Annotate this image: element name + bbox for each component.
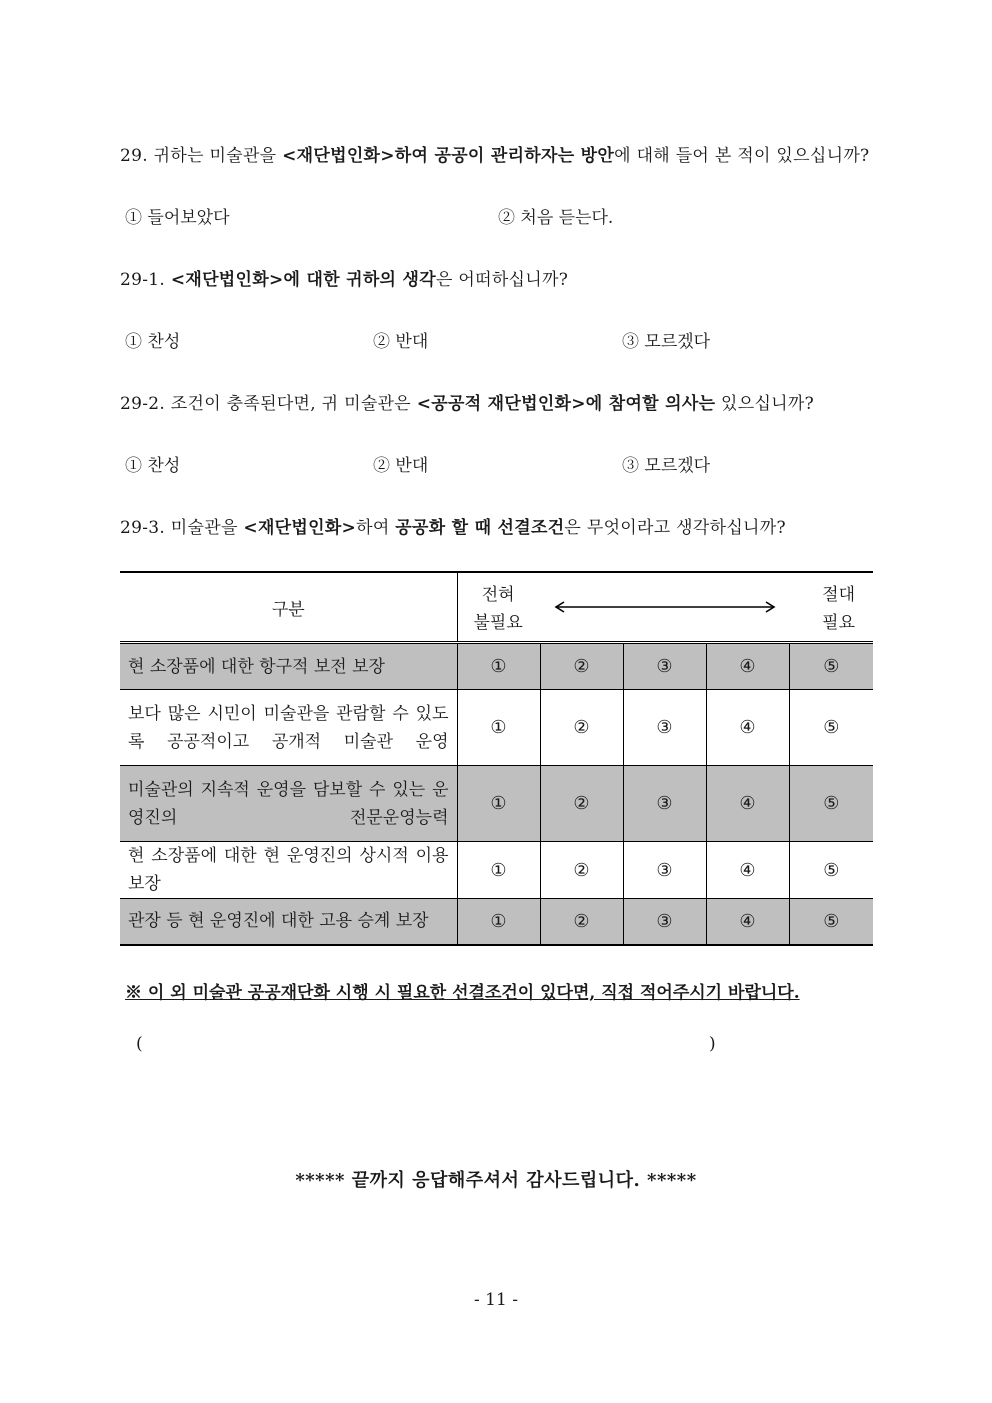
rating-option-3[interactable]: ③ <box>623 842 706 899</box>
row-item-text: 현 소장품에 대한 현 운영진의 상시적 이용 보장 <box>120 842 457 899</box>
page-number: - 11 - <box>474 1290 518 1310</box>
scale-header <box>457 572 873 643</box>
rating-option-4[interactable]: ④ <box>706 643 789 690</box>
rating-option-2[interactable]: ② <box>540 766 623 842</box>
rating-option-4[interactable]: ④ <box>706 690 789 766</box>
rating-option-2[interactable]: ② <box>540 899 623 945</box>
question-29: 29. 귀하는 미술관을 <재단법인화>하여 공공이 관리하자는 방안에 대해 들어 본 적이 있으십니까? <box>120 146 870 166</box>
rating-option-1[interactable]: ① <box>457 643 540 690</box>
scale-low-label: 전혀 불필요 <box>473 585 523 633</box>
additional-conditions-note: ※ 이 외 미술관 공공재단화 시행 시 필요한 선결조건이 있다면, 직접 적어주시기 바랍니다. <box>125 983 800 1003</box>
rating-option-5[interactable]: ⑤ <box>789 690 873 766</box>
question-29-3: 29-3. 미술관을 <재단법인화>하여 공공화 할 때 선결조건은 무엇이라고 생각하십니까? <box>120 518 786 538</box>
rating-option-5[interactable]: ⑤ <box>789 766 873 842</box>
table-row <box>120 690 873 766</box>
rating-option-2[interactable]: ② <box>540 842 623 899</box>
question-29-2: 29-2. 조건이 충족된다면, 귀 미술관은 <공공적 재단법인화>에 참여할 의사는 있으십니까? <box>120 394 815 414</box>
rating-option-3[interactable]: ③ <box>623 643 706 690</box>
scale-high-label: 절대 필요 <box>822 585 856 633</box>
rating-option-5[interactable]: ⑤ <box>789 899 873 945</box>
rating-option-1[interactable]: ① <box>457 766 540 842</box>
q29-2-option-1[interactable]: ① 찬성 <box>125 456 181 476</box>
rating-option-1[interactable]: ① <box>457 842 540 899</box>
rating-option-4[interactable]: ④ <box>706 842 789 899</box>
question-29-1: 29-1. <재단법인화>에 대한 귀하의 생각은 어떠하십니까? <box>120 270 569 290</box>
rating-option-1[interactable]: ① <box>457 690 540 766</box>
table-row <box>120 899 873 945</box>
row-item-text: 미술관의 지속적 운영을 담보할 수 있는 운영진의 전문운영능력 <box>120 766 457 842</box>
rating-table <box>120 571 873 946</box>
q29-option-1[interactable]: ① 들어보았다 <box>125 208 230 228</box>
row-item-text: 보다 많은 시민이 미술관을 관람할 수 있도록 공공적이고 공개적 미술관 운영 <box>120 690 457 766</box>
rating-option-2[interactable]: ② <box>540 690 623 766</box>
table-row <box>120 766 873 842</box>
table-header-row <box>120 572 873 643</box>
q29-option-2[interactable]: ② 처음 듣는다. <box>498 208 614 228</box>
rating-option-4[interactable]: ④ <box>706 766 789 842</box>
table-row <box>120 842 873 899</box>
thank-you-message: ***** 끝까지 응답해주셔서 감사드립니다. ***** <box>295 1170 697 1191</box>
q29-1-option-3[interactable]: ③ 모르겠다 <box>622 332 711 352</box>
rating-option-5[interactable]: ⑤ <box>789 842 873 899</box>
q29-2-option-3[interactable]: ③ 모르겠다 <box>622 456 711 476</box>
rating-option-2[interactable]: ② <box>540 643 623 690</box>
double-arrow-icon <box>554 601 776 613</box>
answer-paren-close: ) <box>709 1034 716 1054</box>
rating-option-3[interactable]: ③ <box>623 690 706 766</box>
answer-paren-open: ( <box>136 1034 143 1054</box>
table-row <box>120 643 873 690</box>
rating-option-3[interactable]: ③ <box>623 899 706 945</box>
rating-option-4[interactable]: ④ <box>706 899 789 945</box>
row-item-text: 현 소장품에 대한 항구적 보전 보장 <box>120 643 457 690</box>
rating-option-3[interactable]: ③ <box>623 766 706 842</box>
header-label: 구분 <box>120 572 457 643</box>
rating-option-5[interactable]: ⑤ <box>789 643 873 690</box>
q29-1-option-1[interactable]: ① 찬성 <box>125 332 181 352</box>
row-item-text: 관장 등 현 운영진에 대한 고용 승계 보장 <box>120 899 457 945</box>
rating-option-1[interactable]: ① <box>457 899 540 945</box>
q29-2-option-2[interactable]: ② 반대 <box>373 456 429 476</box>
q29-1-option-2[interactable]: ② 반대 <box>373 332 429 352</box>
answer-field[interactable] <box>146 1032 704 1056</box>
